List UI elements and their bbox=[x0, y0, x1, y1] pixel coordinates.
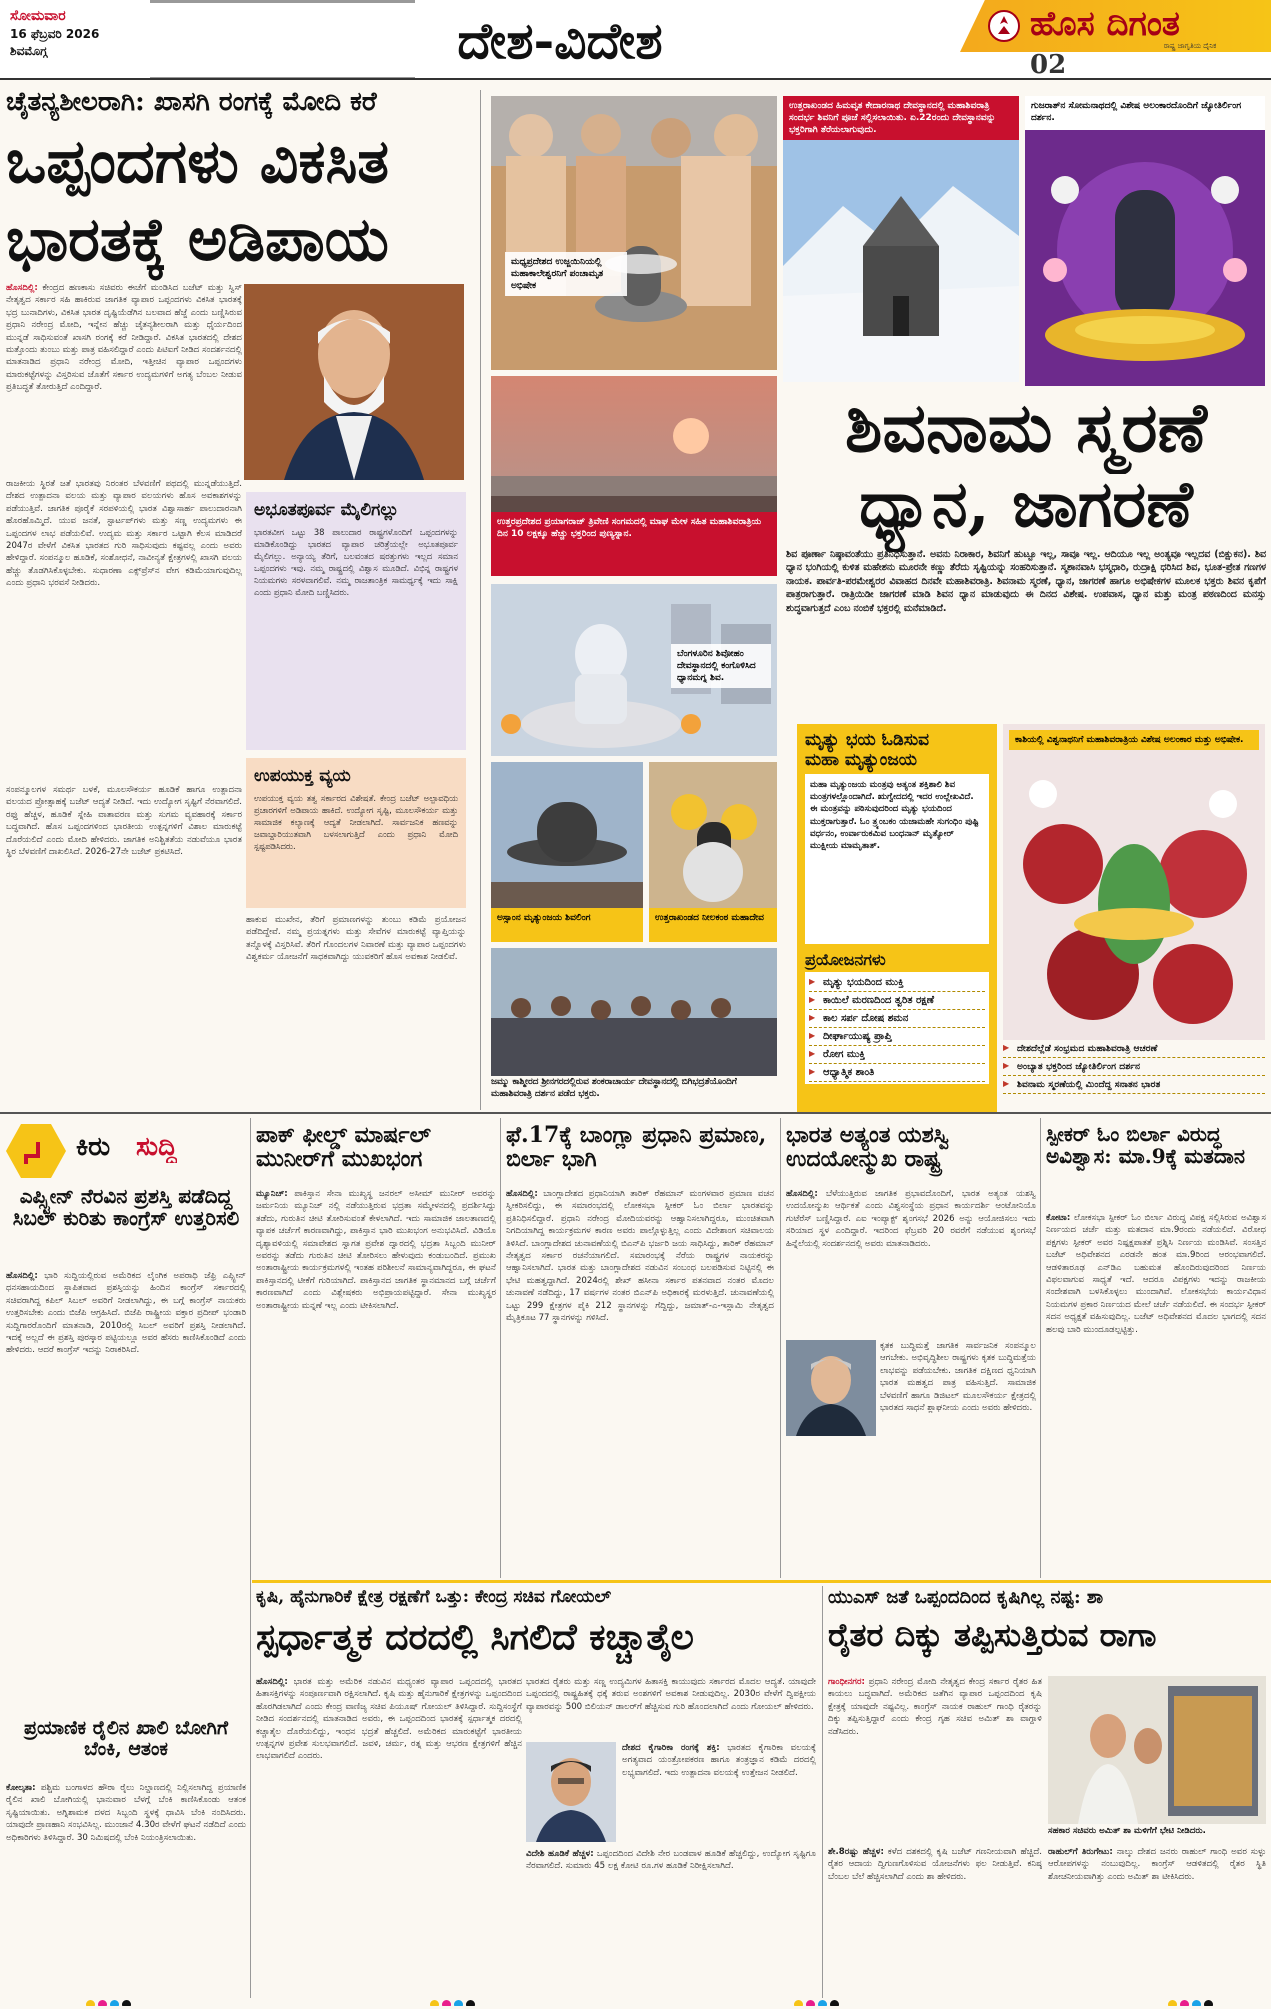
benefit-item: ▶ ಮೃತ್ಯು ಭಯದಿಂದ ಮುಕ್ತಿ bbox=[809, 974, 985, 992]
ujjain-photo-caption: ಮಧ್ಯಪ್ರದೇಶದ ಉಜ್ಜಯಿನಿಯಲ್ಲಿ ಮಹಾಕಾಲೇಶ್ವರನಿಗೆ ಪಂಚಾಮೃತ ಅಭಿಷೇಕ bbox=[505, 252, 627, 296]
milestone-box bbox=[246, 492, 466, 750]
neelkanth-caption: ಉತ್ತರಾಖಂಡದ ನೀಲಕಂಠ ಮಹಾದೇವ bbox=[649, 908, 777, 942]
kiru-hexagon-icon bbox=[6, 1124, 66, 1178]
kiru-story2-dateline: ಕೋಲ್ಕತಾ: bbox=[6, 1783, 36, 1793]
kedarnath-photo bbox=[783, 96, 1019, 382]
un-body2: ಕೃತಕ ಬುದ್ಧಿಮತ್ತೆ ಜಾಗತಿಕ ಸಾರ್ವಜನಿಕ ಸಂಪನ್ಮೂಲ ಆಗಬೇಕು. ಅಭಿವೃದ್ಧಿಶೀಲ ರಾಷ್ಟ್ರಗಳು ಕೃತಕ ಬುದ್ಧಿಮತ್ತೆಯ ಲಾಭವನ್ನು ಪಡೆಯಬೇಕು. ಜಾಗತಿಕ ದಕ್ಷಿಣದ ಧ್ವನಿಯಾಗಿ ಭಾರತ ಮಹತ್ವದ ಪಾತ್ರ ವಹಿಸುತ್ತಿದೆ. ಸಾಮಾಜಿಕ ಬೆಳವಣಿಗೆ ಹಾಗೂ ಡಿಜಿಟಲ್ ಮೂಲಸೌಕರ್ಯ ಕ್ಷೇತ್ರದಲ್ಲಿ ಭಾರತದ ಸಾಧನೆ ಶ್ಲಾಘನೀಯ ಎಂದು ಅವರು ಹೇಳಿದರು. bbox=[880, 1341, 1036, 1414]
birla-dateline: ಕೋಟಾ: bbox=[1046, 1213, 1071, 1223]
shah-sub2: ರಾಹುಲ್‌ಗೆ ತಿರುಗೇಟು: ನಾಲ್ಕು ದೇಶದ ಜನರು ರಾಹುಲ್ ಗಾಂಧಿ ಅವರ ಸುಳ್ಳು ಆರೋಪಗಳನ್ನು ನಂಬುವುದಿಲ್ಲ. ಕಾಂಗ್ರೆಸ್ ಆಡಳಿತದಲ್ಲಿ ರೈತರ ಸ್ಥಿತಿ ಶೋಚನೀಯವಾಗಿತ್ತು ಎಂದು ಅಮಿತ್ ಶಾ ಟೀಕಿಸಿದರು. bbox=[1048, 1847, 1266, 1882]
masthead-day: ಸೋಮವಾರ bbox=[10, 8, 66, 24]
column-rule bbox=[480, 90, 481, 1110]
shiva-highlights bbox=[1003, 1040, 1265, 1112]
kashi-caption: ಕಾಶಿಯಲ್ಲಿ ವಿಶ್ವನಾಥನಿಗೆ ಮಹಾಶಿವರಾತ್ರಿಯ ವಿಶೇಷ ಅಲಂಕಾರ ಮತ್ತು ಅಭಿಷೇಕ. bbox=[1009, 730, 1259, 750]
milestone-box-body: ಭಾರತವೀಗ ಒಟ್ಟು 38 ಪಾಲುದಾರ ರಾಷ್ಟ್ರಗಳೊಂದಿಗೆ ಒಪ್ಪಂದಗಳನ್ನು ಮಾಡಿಕೊಂಡಿದ್ದು ಭಾರತದ ವ್ಯಾಪಾರ ಚರಿತ್ರೆಯಲ್ಲೇ ಅಭೂತಪೂರ್ವ ಮೈಲಿಗಲ್ಲು. ಅನ್ಯಾಯ್ಯ ತೆರಿಗೆ, ಬಲವಂತದ ಷರತ್ತುಗಳು ಇಲ್ಲದ ಸಮಾನ ಒಪ್ಪಂದಗಳು ಇವು. ನಮ್ಮ ರಾಷ್ಟ್ರದಲ್ಲಿ ವಿಶ್ವಾಸ ಮೂಡಿದೆ. ವಿಭಿನ್ನ ರಾಷ್ಟ್ರಗಳ ನಿಯಮಗಳು ಸರಳವಾಗಲಿವೆ. ನಮ್ಮ ರಾಜತಾಂತ್ರಿಕ ಸಾಮರ್ಥ್ಯಕ್ಕೆ ಇದು ಸಾಕ್ಷಿ ಎಂದು ಪ್ರಧಾನಿ ಮೋದಿ ಬಣ್ಣಿಸಿದರು. bbox=[254, 527, 458, 597]
bengaluru-shiva-caption: ಬೆಂಗಳೂರಿನ ಶಿವೋಹಂ ದೇವಸ್ಥಾನದಲ್ಲಿ ಕಂಗೊಳಿಸಿದ ಧ್ಯಾನಮಗ್ನ ಶಿವ. bbox=[671, 644, 771, 688]
bangla-body: ಹೊಸದಿಲ್ಲಿ: ಬಾಂಗ್ಲಾದೇಶದ ಪ್ರಧಾನಿಯಾಗಿ ತಾರಿಕ್ ರೆಹಮಾನ್ ಮಂಗಳವಾರ ಪ್ರಮಾಣ ವಚನ ಸ್ವೀಕರಿಸಲಿದ್ದು, ಈ ಸಮಾರಂಭದಲ್ಲಿ ಲೋಕಸಭಾ ಸ್ಪೀಕರ್ ಓಂ ಬಿರ್ಲಾ ಭಾರತವನ್ನು ಪ್ರತಿನಿಧಿಸಲಿದ್ದಾರೆ. ಪ್ರಧಾನಿ ನರೇಂದ್ರ ಮೋದಿಯವರನ್ನು ಆಹ್ವಾನಿಸಲಾಗಿದ್ದರೂ, ಮುಂಚಿತವಾಗಿ ನಿಗದಿಯಾಗಿದ್ದ ಕಾರ್ಯಕ್ರಮಗಳ ಕಾರಣ ಅವರು ಪಾಲ್ಗೊಳ್ಳುತ್ತಿಲ್ಲ ಎಂದು ವಿದೇಶಾಂಗ ಸಚಿವಾಲಯ ತಿಳಿಸಿದೆ. ಬಾಂಗ್ಲಾದೇಶದ ಚುನಾವಣೆಯಲ್ಲಿ ಬಿಎನ್‌ಪಿ ಭರ್ಜರಿ ಜಯ ಸಾಧಿಸಿದ್ದು, ತಾರಿಕ್ ರೆಹಮಾನ್ ನೇತೃತ್ವದ ಸರ್ಕಾರ ರಚನೆಯಾಗಲಿದೆ. ಸಮಾರಂಭಕ್ಕೆ ನೆರೆಯ ರಾಷ್ಟ್ರಗಳ ನಾಯಕರನ್ನು ಆಹ್ವಾನಿಸಲಾಗಿದೆ. ಭಾರತ ಮತ್ತು ಬಾಂಗ್ಲಾದೇಶದ ನಡುವಿನ ಸಂಬಂಧ ಬಲಪಡಿಸುವ ನಿಟ್ಟಿನಲ್ಲಿ ಈ ಭೇಟಿ ಮಹತ್ವದ್ದಾಗಿದೆ. 2024ರಲ್ಲಿ ಶೇಖ್ ಹಸೀನಾ ಸರ್ಕಾರ ಪತನವಾದ ನಂತರ ಮೊದಲ ಚುನಾವಣೆ ನಡೆದಿದ್ದು, 17 ವರ್ಷಗಳ ನಂತರ ಬಿಎನ್‌ಪಿ ಅಧಿಕಾರಕ್ಕೆ ಮರಳುತ್ತಿದೆ. ಚುನಾವಣೆಯಲ್ಲಿ ಒಟ್ಟು 299 ಕ್ಷೇತ್ರಗಳ ಪೈಕಿ 212 ಸ್ಥಾನಗಳನ್ನು ಗೆದ್ದಿದ್ದು, ಜಮಾತ್-ಎ-ಇಸ್ಲಾಮಿ ನೇತೃತ್ವದ ಮೈತ್ರಿಕೂಟ 77 ಸ್ಥಾನಗಳನ್ನು ಗಳಿಸಿದೆ. bbox=[506, 1189, 774, 1324]
goyal-body: ಹೊಸದಿಲ್ಲಿ: ಭಾರತ ಮತ್ತು ಅಮೆರಿಕ ನಡುವಿನ ಮಧ್ಯಂತರ ವ್ಯಾಪಾರ ಒಪ್ಪಂದದಲ್ಲಿ ಭಾರತದ ಹಿತಾಸಕ್ತಿಗಳನ್ನು ಸಂಪೂರ್ಣವಾಗಿ ರಕ್ಷಿಸಲಾಗಿದೆ. ಕೃಷಿ ಮತ್ತು ಹೈನುಗಾರಿಕೆ ಕ್ಷೇತ್ರಗಳನ್ನು ಒಪ್ಪಂದದಿಂದ ಹೊರಗಿಡಲಾಗಿದೆ ಎಂದು ಕೇಂದ್ರ ವಾಣಿಜ್ಯ ಸಚಿವ ಪಿಯೂಷ್ ಗೋಯಲ್ ತಿಳಿಸಿದ್ದಾರೆ. ಸುದ್ದಿಸಂಸ್ಥೆಗೆ ನೀಡಿದ ಸಂದರ್ಶನದಲ್ಲಿ ಮಾತನಾಡಿದ ಅವರು, ಈ ಒಪ್ಪಂದದಿಂದ ಭಾರತಕ್ಕೆ ಸ್ಪರ್ಧಾತ್ಮಕ ದರದಲ್ಲಿ ಕಚ್ಚಾತೈಲ ದೊರೆಯಲಿದ್ದು, ಇಂಧನ ಭದ್ರತೆ ಹೆಚ್ಚಲಿದೆ. ಅಮೆರಿಕದ ಮಾರುಕಟ್ಟೆಗೆ ಭಾರತೀಯ ಉತ್ಪನ್ನಗಳ ಪ್ರವೇಶ ಸುಲಭವಾಗಲಿದೆ. ಜವಳಿ, ಚರ್ಮ, ರತ್ನ ಮತ್ತು ಆಭರಣ ಕ್ಷೇತ್ರಗಳಿಗೆ ಹೆಚ್ಚಿನ ಲಾಭವಾಗಲಿದೆ ಎಂದರು. bbox=[256, 1677, 522, 1762]
bangla-title: ಫೆ.17ಕ್ಕೆ ಬಾಂಗ್ಲಾ ಪ್ರಧಾನಿ ಪ್ರಮಾಣ, ಬಿರ್ಲಾ ಭಾಗಿ bbox=[506, 1124, 767, 1172]
masthead-date-block bbox=[10, 8, 150, 68]
print-registration-marks bbox=[1168, 1994, 1228, 2006]
pak-dateline: ಮ್ಯೂನಿಚ್: bbox=[256, 1189, 288, 1199]
lead-body-col1 bbox=[6, 282, 242, 472]
goyal-dateline: ಹೊಸದಿಲ್ಲಿ: bbox=[256, 1677, 288, 1687]
lead-body-bottom: ಸಂಪನ್ಮೂಲಗಳ ಸಮರ್ಥ ಬಳಕೆ, ಮೂಲಸೌಕರ್ಯ ಹೂಡಿಕೆ ಹಾಗೂ ಉತ್ಪಾದನಾ ವಲಯದ ಪ್ರೋತ್ಸಾಹಕ್ಕೆ ಬಜೆಟ್ ಆದ್ಯತೆ ನೀಡಿದೆ. ಇದು ಉದ್ಯೋಗ ಸೃಷ್ಟಿಗೆ ನೆರವಾಗಲಿದೆ. ರಫ್ತು ಹೆಚ್ಚಳ, ಹೂಡಿಕೆ ಸ್ನೇಹಿ ವಾತಾವರಣ ಮತ್ತು ಸುಗಮ ವ್ಯವಹಾರಕ್ಕೆ ಸರ್ಕಾರ ಬದ್ಧವಾಗಿದೆ. ಹೊಸ ಒಪ್ಪಂದಗಳಿಂದ ಭಾರತೀಯ ಉತ್ಪನ್ನಗಳಿಗೆ ವಿಶಾಲ ಮಾರುಕಟ್ಟೆ ದೊರೆಯಲಿದೆ ಎಂದು ಮೋದಿ ಹೇಳಿದರು. ಜಾಗತಿಕ ಅನಿಶ್ಚಿತತೆಯ ನಡುವೆಯೂ ಭಾರತ ಸ್ಥಿರ ಬೆಳವಣಿಗೆ ದಾಖಲಿಸಿದೆ. 2026-27ನೇ ಬಜೆಟ್ ಪ್ರಕಟಿಸಿದೆ. bbox=[6, 785, 242, 858]
kiru-story1-dateline: ಹೊಸದಿಲ್ಲಿ: bbox=[6, 1271, 38, 1281]
guterres-photo bbox=[786, 1340, 876, 1436]
useful-spend-body: ಉಪಯುಕ್ತ ವ್ಯಯ ತತ್ವ ಸರ್ಕಾರದ ವಿಶೇಷತೆ. ಕೇಂದ್ರ ಬಜೆಟ್ ಅಲ್ಪಾವಧಿಯ ಪ್ರಚಾರಗಳಿಗೆ ಅಡಿಪಾಯ ಹಾಕಿದೆ. ಉದ್ಯೋಗ ಸೃಷ್ಟಿ, ಮೂಲಸೌಕರ್ಯ ಮತ್ತು ಸಾಮಾಜಿಕ ಕಲ್ಯಾಣಕ್ಕೆ ಆದ್ಯತೆ ನೀಡಲಾಗಿದೆ. ಸಾರ್ವಜನಿಕ ಹಣವನ್ನು ಜವಾಬ್ದಾರಿಯುತವಾಗಿ ಬಳಸಲಾಗುತ್ತಿದೆ ಎಂದು ಪ್ರಧಾನಿ ಮೋದಿ ಸ್ಪಷ್ಟಪಡಿಸಿದರು. bbox=[254, 793, 458, 851]
suddi-label: ಸುದ್ದಿ bbox=[136, 1132, 178, 1162]
un-dateline: ಹೊಸದಿಲ್ಲಿ: bbox=[786, 1189, 818, 1199]
assam-shivalinga-photo bbox=[491, 762, 643, 942]
print-registration-marks bbox=[86, 1994, 146, 2006]
highlight-item: ▶ ಅಂಬ್ಯಾತ ಭಕ್ತರಿಂದ ಜ್ಯೋತಿರ್ಲಿಂಗ ದರ್ಶನ bbox=[1003, 1058, 1265, 1076]
mantra-title-line1: ಮೃತ್ಯು ಭಯ ಓಡಿಸುವ bbox=[805, 730, 930, 750]
kiru-story1-body: ಹೊಸದಿಲ್ಲಿ: ಭಾರಿ ಸುದ್ದಿಯಲ್ಲಿರುವ ಅಮೆರಿಕದ ಲೈಂಗಿಕ ಅಪರಾಧಿ ಜೆಫ್ರಿ ಎಪ್ಸ್ಟೀನ್ ಧನಸಹಾಯದಿಂದ ಸ್ಥಾಪಿತವಾದ ಪ್ರಶಸ್ತಿಯನ್ನು ಹಿಂದಿನ ಕಾಂಗ್ರೆಸ್ ಸರ್ಕಾರದಲ್ಲಿ ಸಚಿವರಾಗಿದ್ದ ಕಪಿಲ್ ಸಿಬಲ್ ಅವರಿಗೆ ನೀಡಲಾಗಿದ್ದು, ಈ ಬಗ್ಗೆ ಕಾಂಗ್ರೆಸ್ ನಾಯಕರು ಉತ್ತರಿಸಬೇಕು ಎಂದು ಬಿಜೆಪಿ ಆಗ್ರಹಿಸಿದೆ. ಬಿಜೆಪಿ ರಾಷ್ಟ್ರೀಯ ವಕ್ತಾರ ಪ್ರದೀಪ್ ಭಂಡಾರಿ ಸುದ್ದಿಗಾರರೊಂದಿಗೆ ಮಾತನಾಡಿ, 2010ರಲ್ಲಿ ಸಿಬಲ್ ಅವರಿಗೆ ಪ್ರಶಸ್ತಿ ನೀಡಲಾಗಿದೆ. ಇದಕ್ಕೆ ಅಲ್ಲದೆ ಈ ಪ್ರಶಸ್ತಿ ಪುರಸ್ಕಾರ ಪಟ್ಟಿಯಲ್ಲೂ ಅವರ ಹೆಸರು ಕಾಣಿಸಿಕೊಂಡಿದೆ ಎಂದು ಹೇಳಿದರು. ಆದರೆ ಕಾಂಗ್ರೆಸ್ ಇದನ್ನು ನಿರಾಕರಿಸಿದೆ. bbox=[6, 1271, 246, 1356]
highlight-item: ▶ ದೇಶದೆಲ್ಲೆಡೆ ಸಂಭ್ರಮದ ಮಹಾಶಿವರಾತ್ರಿ ಆಚರಣೆ bbox=[1003, 1040, 1265, 1058]
pak-title: ಪಾಕ್ ಫೀಲ್ಡ್ ಮಾರ್ಷಲ್ ಮುನೀರ್‌ಗೆ ಮುಖಭಂಗ bbox=[256, 1124, 431, 1172]
section-rule bbox=[0, 1112, 1271, 1114]
somnath-photo-caption: ಗುಜರಾತ್‌ನ ಸೋಮನಾಥದಲ್ಲಿ ವಿಶೇಷ ಅಲಂಕಾರದೊಂದಿಗೆ ಜ್ಯೋತಿರ್ಲಿಂಗ ದರ್ಶನ. bbox=[1025, 96, 1265, 128]
brand-badge bbox=[960, 0, 1271, 80]
masthead-city: ಶಿವಮೊಗ್ಗ bbox=[10, 44, 48, 58]
masthead bbox=[0, 0, 1271, 80]
highlight-item: ▶ ಶಿವನಾಮ ಸ್ಮರಣೆಯಲ್ಲಿ ಮಿಂದೆದ್ದ ಸನಾತನ ಭಾರತ bbox=[1003, 1076, 1265, 1094]
goyal-photo bbox=[526, 1742, 616, 1842]
kiru-story2-body: ಕೋಲ್ಕತಾ: ಪಶ್ಚಿಮ ಬಂಗಾಳದ ಹೌರಾ ರೈಲು ನಿಲ್ದಾಣದಲ್ಲಿ ನಿಲ್ಲಿಸಲಾಗಿದ್ದ ಪ್ರಯಾಣಿಕ ರೈಲಿನ ಖಾಲಿ ಬೋಗಿಯಲ್ಲಿ ಭಾನುವಾರ ಬೆಳಗ್ಗೆ ಬೆಂಕಿ ಕಾಣಿಸಿಕೊಂಡು ಆತಂಕ ಸೃಷ್ಟಿಯಾಯಿತು. ಅಗ್ನಿಶಾಮಕ ದಳದ ಸಿಬ್ಬಂದಿ ಸ್ಥಳಕ್ಕೆ ಧಾವಿಸಿ ಬೆಂಕಿ ನಂದಿಸಿದರು. ಯಾವುದೇ ಪ್ರಾಣಹಾನಿ ಸಂಭವಿಸಿಲ್ಲ. ಮುಂಜಾನೆ 4.30ರ ವೇಳೆಗೆ ಘಟನೆ ನಡೆದಿದೆ ಎಂದು ಅಧಿಕಾರಿಗಳು ತಿಳಿಸಿದ್ದಾರೆ. 30 ನಿಮಿಷದಲ್ಲಿ ಬೆಂಕಿ ನಿಯಂತ್ರಿಸಲಾಯಿತು. bbox=[6, 1783, 246, 1843]
print-registration-marks bbox=[430, 1994, 490, 2006]
lead-body-text-1: ಕೇಂದ್ರದ ಹಣಕಾಸು ಸಚಿವರು ಈಚೆಗೆ ಮಂಡಿಸಿದ ಬಜೆಟ್ ಮತ್ತು ಸ್ವಿಸ್ ನೇತೃತ್ವದ ಸರ್ಕಾರ ಸಹಿ ಹಾಕಿರುವ ಜಾಗತಿಕ ವ್ಯಾಪಾರ ಒಪ್ಪಂದಗಳು ವಿಕಸಿತ ಭಾರತಕ್ಕೆ ಭದ್ರ ಬುನಾದಿಗಳು, ವಿಕಸಿತ ಭಾರತ ದೃಷ್ಟಿಯೆಡೆಗಿನ ಬಲವಾದ ಹೆಜ್ಜೆ ಎಂದು ಬಣ್ಣಿಸಿರುವ ಪ್ರಧಾನಿ ನರೇಂದ್ರ ಮೋದಿ, ಇನ್ನೇನ ಹೆಚ್ಚು ಚೈತನ್ಯಶೀಲರಾಗಿ ಮತ್ತು ಧೈರ್ಯದಿಂದ ಮುನ್ನಡೆ ಸಾಧಿಸುವಂತೆ ಖಾಸಗಿ ರಂಗಕ್ಕೆ ಕರೆ ನೀಡಿದ್ದಾರೆ. ವಿಕಸಿತ ಭಾರತದಲ್ಲಿ ದೇಶದ ಮತ್ತೊಂದು ತುಂಬು ಮತ್ತು ಪಾತ್ರ ವಹಿಸಲಿದ್ದಾರೆ ಎಂದು ಪಿಟಿಐಗೆ ನೀಡಿದ ಸಂದರ್ಶನದಲ್ಲಿ ಮಾತನಾಡಿದ ಪ್ರಧಾನಿ ನರೇಂದ್ರ ಮೋದಿ, ಇತ್ತೀಚಿನ ವ್ಯಾಪಾರ ಒಪ್ಪಂದಗಳು ಮಾರುಕಟ್ಟೆಗಳನ್ನು ವಿಸ್ತರಿಸುವ ಜೊತೆಗೆ ಸರ್ಕಾರ ಉದ್ಯಮಗಳಿಗೆ ಅಗತ್ಯ ಬೆಂಬಲ ನೀಡುವ ಪ್ರತಿಬದ್ಧತೆ ತೋರುತ್ತಿದೆ ಎಂದಿದ್ದಾರೆ. bbox=[6, 283, 242, 393]
pak-body: ಮ್ಯೂನಿಚ್: ಪಾಕಿಸ್ತಾನ ಸೇನಾ ಮುಖ್ಯಸ್ಥ ಜನರಲ್ ಅಸೀಮ್ ಮುನೀರ್ ಅವರನ್ನು ಜರ್ಮನಿಯ ಮ್ಯೂನಿಚ್ ನಲ್ಲಿ ನಡೆಯುತ್ತಿರುವ ಭದ್ರತಾ ಸಮ್ಮೇಳನದಲ್ಲಿ ಪ್ರದರ್ಶಿಸಿದ್ದು ತಡೆದು, ಗುರುತಿನ ಚೀಟಿ ತೋರಿಸುವಂತೆ ಕೇಳಲಾಗಿದೆ. ಇದು ಸಾಮಾಜಿಕ ಜಾಲತಾಣದಲ್ಲಿ ವ್ಯಾಪಕ ಚರ್ಚೆಗೆ ಕಾರಣವಾಗಿದ್ದು, ಪಾಕಿಸ್ತಾನ ಭಾರಿ ಮುಖಭಂಗ ಅನುಭವಿಸಿದೆ. ವಿಡಿಯೊ ದೃಶ್ಯಾವಳಿಯಲ್ಲಿ ಸಮಾವೇಶದ ಸ್ವಾಗತ ಪ್ರವೇಶ ದ್ವಾರದಲ್ಲಿ ಭದ್ರತಾ ಸಿಬ್ಬಂದಿ ಮುನೀರ್ ಅವರನ್ನು ತಡೆದು ಗುರುತಿನ ಚೀಟಿ ತೋರಿಸಲು ಹೇಳುವುದು ಕಂಡುಬಂದಿದೆ. ಪ್ರಮುಖ ಅಂತಾರಾಷ್ಟ್ರೀಯ ಕಾರ್ಯಕ್ರಮಗಳಲ್ಲಿ ಇಂತಹ ಪರಿಶೀಲನೆ ಸಾಮಾನ್ಯವಾಗಿದ್ದರೂ, ಈ ಘಟನೆ ಪಾಕಿಸ್ತಾನದಲ್ಲಿ ಟೀಕೆಗೆ ಗುರಿಯಾಗಿದೆ. ಪಾಕಿಸ್ತಾನದ ಜಾಗತಿಕ ಸ್ಥಾನಮಾನದ ಬಗ್ಗೆ ಚರ್ಚೆಗೆ ಕಾರಣವಾಗಿದೆ ಎಂದು ವಿಶ್ಲೇಷಕರು ಅಭಿಪ್ರಾಯಪಟ್ಟಿದ್ದಾರೆ. ಸೇನಾ ಮುಖ್ಯಸ್ಥರ ಅಂತಾರಾಷ್ಟ್ರೀಯ ಮನ್ನಣೆ ಇಲ್ಲ ಎಂದು ಟೀಕಿಸಲಾಗಿದೆ. bbox=[256, 1189, 496, 1311]
useful-spend-box bbox=[246, 758, 466, 908]
shah-body: ಗಾಂಧೀನಗರ: ಪ್ರಧಾನಿ ನರೇಂದ್ರ ಮೋದಿ ನೇತೃತ್ವದ ಕೇಂದ್ರ ಸರ್ಕಾರ ರೈತರ ಹಿತ ಕಾಯಲು ಬದ್ಧವಾಗಿದೆ. ಅಮೆರಿಕದ ಜತೆಗಿನ ವ್ಯಾಪಾರ ಒಪ್ಪಂದದಿಂದ ಕೃಷಿ ಕ್ಷೇತ್ರಕ್ಕೆ ಯಾವುದೇ ನಷ್ಟವಿಲ್ಲ. ಕಾಂಗ್ರೆಸ್ ನಾಯಕ ರಾಹುಲ್ ಗಾಂಧಿ ರೈತರನ್ನು ದಿಕ್ಕು ತಪ್ಪಿಸುತ್ತಿದ್ದಾರೆ ಎಂದು ಕೇಂದ್ರ ಗೃಹ ಸಚಿವ ಅಮಿತ್ ಶಾ ವಾಗ್ದಾಳಿ ನಡೆಸಿದರು. bbox=[828, 1677, 1042, 1737]
benefits-list bbox=[805, 972, 989, 1084]
brand-logo-icon bbox=[988, 10, 1020, 42]
benefit-item: ▶ ಕಾಲ ಸರ್ಪ ದೋಷ ಶಮನ bbox=[809, 1010, 985, 1028]
shah-title: ರೈತರ ದಿಕ್ಕು ತಪ್ಪಿಸುತ್ತಿರುವ ರಾಗಾ bbox=[828, 1618, 1157, 1654]
kiru-story1-title: ಎಪ್ಸ್ಟೀನ್ ನೆರವಿನ ಪ್ರಶಸ್ತಿ ಪಡೆದಿದ್ದ ಸಿಬಲ್ ಕುರಿತು ಕಾಂಗ್ರೆಸ್ ಉತ್ತರಿಸಲಿ bbox=[12, 1186, 240, 1230]
shiva-body: ಶಿವ ಪೂರ್ಣಾ ನಿಷ್ಠಾವಂತೆಯು ಪ್ರತಿನಿಧಿಸುತ್ತಾನೆ. ಅವನು ನಿರಾಕಾರ, ಶಿವನಿಗೆ ಹುಟ್ಟೂ ಇಲ್ಲ, ಸಾವೂ ಇಲ್ಲ. ಆದಿಯೂ ಇಲ್ಲ ಅಂತ್ಯವೂ ಇಲ್ಲದವ (ಬಿಕ್ಷುಕನ). ಶಿವ ಧ್ಯಾನ ಭಂಗಿಯಲ್ಲಿ ಕುಳಿತ ಮಹೇಶನು ಮೂರನೇ ಕಣ್ಣು ತೆರೆದು ಸೃಷ್ಟಿಯನ್ನು ಸಂಹರಿಸುತ್ತಾನೆ. ಸ್ಮಶಾನವಾಸಿ ಭಸ್ಮಧಾರಿ, ರುದ್ರಾಕ್ಷಿ ಧರಿಸಿದ ಶಿವ, ಭೂತ-ಪ್ರೇತ ಗಣಗಳ ನಾಯಕ. ಪಾರ್ವತಿ-ಪರಮೇಶ್ವರರ ವಿವಾಹದ ದಿನವೇ ಮಹಾಶಿವರಾತ್ರಿ. ಶಿವನಾಮ ಸ್ಮರಣೆ, ಧ್ಯಾನ, ಜಾಗರಣೆ ಹಾಗೂ ಅಭಿಷೇಕಗಳ ಮೂಲಕ ಭಕ್ತರು ಶಿವನ ಕೃಪೆಗೆ ಪಾತ್ರರಾಗುತ್ತಾರೆ. ರಾತ್ರಿಯಿಡೀ ಜಾಗರಣೆ ಮಾಡಿ ಶಿವನ ಧ್ಯಾನ ಮಾಡುವುದು ಈ ದಿನದ ವಿಶೇಷ. ಉಪವಾಸ, ಧ್ಯಾನ ಮತ್ತು ಮಂತ್ರ ಪಠಣದಿಂದ ಮನಸ್ಸು ಶುದ್ಧವಾಗುತ್ತದೆ ಎಂಬ ನಂಬಿಕೆ ಭಕ್ತರಲ್ಲಿ ಮನೆಮಾಡಿದೆ. bbox=[786, 549, 1266, 614]
goyal-sub1: ದೇಶದ ಕೈಗಾರಿಕಾ ರಂಗಕ್ಕೆ ಶಕ್ತಿ: ಭಾರತದ ಕೈಗಾರಿಕಾ ವಲಯಕ್ಕೆ ಅಗತ್ಯವಾದ ಯಂತ್ರೋಪಕರಣ ಹಾಗೂ ತಂತ್ರಜ್ಞಾನ ಕಡಿಮೆ ದರದಲ್ಲಿ ಲಭ್ಯವಾಗಲಿದೆ. ಇದು ಉತ್ಪಾದನಾ ವಲಯಕ್ಕೆ ಉತ್ತೇಜನ ನೀಡಲಿದೆ. bbox=[622, 1743, 816, 1778]
modi-photo bbox=[244, 284, 464, 480]
somnath-photo bbox=[1025, 96, 1265, 386]
mantra-box bbox=[797, 724, 997, 1114]
shiva-headline-line2: ಧ್ಯಾನ, ಜಾಗರಣೆ bbox=[859, 470, 1193, 542]
shah-kicker: ಯುಎಸ್ ಜತೆ ಒಪ್ಪಂದದಿಂದ ಕೃಷಿಗಿಲ್ಲ ನಷ್ಟ: ಶಾ bbox=[828, 1588, 1104, 1608]
lead-kicker: ಚೈತನ್ಯಶೀಲರಾಗಿ: ಖಾಸಗಿ ರಂಗಕ್ಕೆ ಮೋದಿ ಕರೆ bbox=[6, 88, 377, 117]
shah-dateline: ಗಾಂಧೀನಗರ: bbox=[828, 1677, 865, 1687]
mantra-title-line2: ಮಹಾ ಮೃತ್ಯುಂಜಯ bbox=[805, 750, 917, 770]
milestone-box-title: ಅಭೂತಪೂರ್ವ ಮೈಲಿಗಲ್ಲು bbox=[254, 500, 399, 520]
assam-shivalinga-caption: ಅಸ್ಸಾಂನ ಮೃತ್ಯುಂಜಯ ಶಿವಲಿಂಗ bbox=[491, 908, 643, 942]
srinagar-photo bbox=[491, 948, 777, 1076]
lead-body-col2: ರಾಜಕೀಯ ಸ್ಥಿರತೆ ಜತೆ ಭಾರತವು ನಿರಂತರ ಬೆಳವಣಿಗೆ ಪಥದಲ್ಲಿ ಮುನ್ನಡೆಯುತ್ತಿದೆ. ದೇಶದ ಉತ್ಪಾದನಾ ವಲಯ ಮತ್ತು ವ್ಯಾಪಾರ ವಲಯಗಳು ಹೊಸ ಅವಕಾಶಗಳನ್ನು ಪಡೆಯುತ್ತಿವೆ. ಜಾಗತಿಕ ಪೂರೈಕೆ ಸರಪಳಿಯಲ್ಲಿ ಭಾರತ ವಿಶ್ವಾಸಾರ್ಹ ಪಾಲುದಾರನಾಗಿ ಹೊರಹೊಮ್ಮಿದೆ. ಯುವ ಜನತೆ, ಸ್ಟಾರ್ಟಪ್‌ಗಳು ಮತ್ತು ಸಣ್ಣ ಉದ್ಯಮಗಳು ಈ ಒಪ್ಪಂದಗಳ ಲಾಭ ಪಡೆಯಲಿವೆ. ಉದ್ಯಮ ಮತ್ತು ಸರ್ಕಾರ ಒಟ್ಟಾಗಿ ಕೆಲಸ ಮಾಡಿದರೆ 2047ರ ವೇಳೆಗೆ ವಿಕಸಿತ ಭಾರತದ ಗುರಿ ಸಾಧಿಸುವುದು ಕಷ್ಟವಲ್ಲ ಎಂದು ಅವರು ಹೇಳಿದ್ದಾರೆ. ಸಂಪನ್ಮೂಲ ಹೂಡಿಕೆ, ಸಂಶೋಧನೆ, ನಾವೀನ್ಯತೆ ಕ್ಷೇತ್ರಗಳಲ್ಲಿ ಖಾಸಗಿ ವಲಯ ಹೆಚ್ಚು ತೊಡಗಿಸಿಕೊಳ್ಳಬೇಕು. ಸುಧಾರಣಾ ಎಕ್ಸ್‌ಪ್ರೆಸ್‌ನ ವೇಗ ಕಡಿಮೆಯಾಗುವುದಿಲ್ಲ ಎಂದು ಪ್ರಧಾನಿ ಭರವಸೆ ನೀಡಿದರು. bbox=[6, 479, 242, 589]
shah-sub1: ಶೇ.8ರಷ್ಟು ಹೆಚ್ಚಳ: ಕಳೆದ ದಶಕದಲ್ಲಿ ಕೃಷಿ ಬಜೆಟ್ ಗಣನೀಯವಾಗಿ ಹೆಚ್ಚಿದೆ. ರೈತರ ಆದಾಯ ದ್ವಿಗುಣಗೊಳಿಸುವ ಯೋಜನೆಗಳು ಫಲ ನೀಡುತ್ತಿವೆ. ಕನಿಷ್ಠ ಬೆಂಬಲ ಬೆಲೆ ಹೆಚ್ಚಿಸಲಾಗಿದೆ ಎಂದು ಶಾ ಹೇಳಿದರು. bbox=[828, 1847, 1042, 1882]
lead-dateline: ಹೊಸದಿಲ್ಲಿ: bbox=[6, 283, 38, 293]
ujjain-photo bbox=[491, 96, 777, 370]
brand-name: ಹೊಸ ದಿಗಂತ bbox=[1030, 4, 1180, 44]
srinagar-caption: ಜಮ್ಮು ಕಾಶ್ಮೀರದ ಶ್ರೀನಗರದಲ್ಲಿರುವ ಶಂಕರಾಚಾರ್ಯ ದೇವಸ್ಥಾನದಲ್ಲಿ ಬಿಗಿಭದ್ರತೆಯೊಂದಿಗೆ ಮಹಾಶಿವರಾತ್ರಿ ದರ್ಶನ ಪಡೆದ ಭಕ್ತರು. bbox=[491, 1077, 737, 1099]
amit-shah-photo bbox=[1048, 1676, 1266, 1824]
un-body: ಹೊಸದಿಲ್ಲಿ: ಬೆಳೆಯುತ್ತಿರುವ ಜಾಗತಿಕ ಪ್ರಭಾವದೊಂದಿಗೆ, ಭಾರತ ಅತ್ಯಂತ ಯಶಸ್ವಿ ಉದಯೋನ್ಮುಖ ಆರ್ಥಿಕತೆ ಎಂದು ವಿಶ್ವಸಂಸ್ಥೆಯ ಪ್ರಧಾನ ಕಾರ್ಯದರ್ಶಿ ಆಂಟೋನಿಯೊ ಗುಟೆರೆಸ್ ಬಣ್ಣಿಸಿದ್ದಾರೆ. ಎಐ ಇಂಪ್ಯಾಕ್ಟ್ ಶೃಂಗಸಭೆ 2026 ಅನ್ನು ಆಯೋಜಿಸಲು ಇದು ಸರಿಯಾದ ಸ್ಥಳ ಎಂದಿದ್ದಾರೆ. ಇದರಿಂದ ಫೆಬ್ರವರಿ 20 ರವರೆಗೆ ನಡೆಯುವ ಶೃಂಗಸಭೆ ಹಿನ್ನೆಲೆಯಲ್ಲಿ ಸಂದರ್ಶನದಲ್ಲಿ ಅವರು ಮಾತನಾಡಿದರು. bbox=[786, 1189, 1036, 1249]
benefit-item: ▶ ದೀರ್ಘಾಯುಷ್ಯ ಪ್ರಾಪ್ತಿ bbox=[809, 1028, 985, 1046]
masthead-date: 16 ಫೆಬ್ರವರಿ 2026 bbox=[10, 27, 100, 41]
birla-title: ಸ್ಪೀಕರ್ ಓಂ ಬಿರ್ಲಾ ವಿರುದ್ಧ ಅವಿಶ್ವಾಸ: ಮಾ.9ಕ್ಕೆ ಮತದಾನ bbox=[1046, 1124, 1245, 1168]
lead-body-continued: ಹಾಕುವ ಮುಖೇನ, ತೆರಿಗೆ ಪ್ರಮಾಣಗಳನ್ನು ತುಂಬು ಕಡಿಮೆ ಪ್ರಯೋಜನ ಪಡೆದಿದ್ದೇವೆ. ನಮ್ಮ ಪ್ರಯತ್ನಗಳು ಮತ್ತು ಸೇವೆಗಳ ಮಾರುಕಟ್ಟೆ ವ್ಯಾಪ್ತಿಯನ್ನು ತನ್ನೊಳಕ್ಕೆ ವಿಸ್ತರಿಸಿವೆ. ತೆರಿಗೆ ಗೊಂದಲಗಳ ನಿವಾರಣೆ ಮತ್ತು ವ್ಯಾಪಾರ ಒಪ್ಪಂದಗಳು ವಿಶ್ವಕರ್ಮ ಯೋಜನೆಗೆ ಸಾಧಕವಾಗಿದ್ದು ಯುವಕರಿಗೆ ಹೊಸ ಅವಕಾಶ ನೀಡಲಿವೆ. bbox=[246, 915, 466, 963]
goyal-title: ಸ್ಪರ್ಧಾತ್ಮಕ ದರದಲ್ಲಿ ಸಿಗಲಿದೆ ಕಚ್ಚಾತೈಲ bbox=[256, 1618, 694, 1658]
lead-headline-line2: ಭಾರತಕ್ಕೆ ಅಡಿಪಾಯ bbox=[6, 208, 389, 275]
kiru-label: ಕಿರು bbox=[76, 1132, 111, 1162]
kiru-story2-title: ಪ್ರಯಾಣಿಕ ರೈಲಿನ ಖಾಲಿ ಬೋಗಿಗೆ ಬೆಂಕಿ, ಆತಂಕ bbox=[24, 1718, 228, 1760]
birla-body: ಕೋಟಾ: ಲೋಕಸಭಾ ಸ್ಪೀಕರ್ ಓಂ ಬಿರ್ಲಾ ವಿರುದ್ಧ ವಿಪಕ್ಷ ಸಲ್ಲಿಸಿರುವ ಅವಿಶ್ವಾಸ ನಿರ್ಣಯದ ಚರ್ಚೆ ಮತ್ತು ಮತದಾನ ಮಾ.9ರಂದು ನಡೆಯಲಿದೆ. ವಿರೋಧ ಪಕ್ಷಗಳು ಸ್ಪೀಕರ್ ಅವರ ನಿಷ್ಪಕ್ಷಪಾತತೆ ಪ್ರಶ್ನಿಸಿ ನಿರ್ಣಯ ಮಂಡಿಸಿವೆ. ಸಂಸತ್ತಿನ ಬಜೆಟ್ ಅಧಿವೇಶನದ ಎರಡನೇ ಹಂತ ಮಾ.9ರಿಂದ ಆರಂಭವಾಗಲಿದೆ. ಆಡಳಿತಾರೂಢ ಎನ್‌ಡಿಎ ಬಹುಮತ ಹೊಂದಿರುವುದರಿಂದ ನಿರ್ಣಯ ವಿಫಲವಾಗುವ ಸಾಧ್ಯತೆ ಇದೆ. ಆದರೂ ವಿಪಕ್ಷಗಳು ಇದನ್ನು ರಾಜಕೀಯ ಸಂದೇಶವಾಗಿ ಬಳಸಿಕೊಳ್ಳಲು ಮುಂದಾಗಿವೆ. ಲೋಕಸಭೆಯ ಕಾರ್ಯವಿಧಾನ ನಿಯಮಗಳ ಪ್ರಕಾರ ನಿರ್ಣಯದ ಮೇಲೆ ಚರ್ಚೆ ನಡೆಯಲಿದೆ. ಈ ಸಂದರ್ಭ ಸ್ಪೀಕರ್ ಸದನ ಅಧ್ಯಕ್ಷತೆ ವಹಿಸುವುದಿಲ್ಲ. ಬಜೆಟ್ ಅಧಿವೇಶನದ ಮೊದಲ ಭಾಗದಲ್ಲಿ ಸದನ ಹಲವು ಬಾರಿ ಮುಂದೂಡಲ್ಪಟ್ಟಿತ್ತು. bbox=[1046, 1213, 1266, 1335]
kedarnath-photo-caption: ಉತ್ತರಾಖಂಡದ ಹಿಮವೃತ ಕೇದಾರನಾಥ ದೇವಸ್ಥಾನದಲ್ಲಿ ಮಹಾಶಿವರಾತ್ರಿ ಸಂದರ್ಭ ಶಿವನಿಗೆ ಪೂಜೆ ಸಲ್ಲಿಸಲಾಯಿತು. ಏ.22ರಂದು ದೇವಸ್ಥಾನವನ್ನು ಭಕ್ತರಿಗಾಗಿ ತೆರೆಯಲಾಗುವುದು. bbox=[783, 96, 1019, 140]
benefit-item: ▶ ಕಾಯಿಲೆ ಮರಣದಿಂದ ತ್ವರಿತ ರಕ್ಷಣೆ bbox=[809, 992, 985, 1010]
bengaluru-shiva-photo bbox=[491, 584, 777, 756]
neelkanth-photo bbox=[649, 762, 777, 942]
kiru-suddi-badge bbox=[6, 1124, 246, 1178]
brand-tagline: ರಾಷ್ಟ್ರ ಜಾಗೃತಿಯ ದೈನಿಕ bbox=[1163, 42, 1217, 50]
un-title: ಭಾರತ ಅತ್ಯಂತ ಯಶಸ್ವಿ ಉದಯೋನ್ಮುಖ ರಾಷ್ಟ್ರ bbox=[786, 1124, 950, 1172]
bangla-dateline: ಹೊಸದಿಲ್ಲಿ: bbox=[506, 1189, 538, 1199]
masthead-divider bbox=[150, 0, 415, 80]
benefit-item: ▶ ರೋಗ ಮುಕ್ತಿ bbox=[809, 1046, 985, 1064]
mantra-body: ಮಹಾ ಮೃತ್ಯುಂಜಯ ಮಂತ್ರವು ಅತ್ಯಂತ ಶಕ್ತಿಶಾಲಿ ಶಿವ ಮಂತ್ರಗಳಲ್ಲೊಂದಾಗಿದೆ. ಋಗ್ವೇದದಲ್ಲಿ ಇದರ ಉಲ್ಲೇಖವಿದೆ. ಈ ಮಂತ್ರವನ್ನು ಪಠಿಸುವುದರಿಂದ ಮೃತ್ಯು ಭಯದಿಂದ ಮುಕ್ತರಾಗುತ್ತಾರೆ. ಓಂ ತ್ರ್ಯಂಬಕಂ ಯಜಾಮಹೇ ಸುಗಂಧಿಂ ಪುಷ್ಟಿ ವರ್ಧನಂ, ಉರ್ವಾರುಕಮಿವ ಬಂಧನಾನ್ ಮೃತ್ಯೋರ್ ಮುಕ್ಷೀಯ ಮಾಮೃತಾತ್. bbox=[805, 774, 989, 944]
section-title: ದೇಶ-ವಿದೇಶ bbox=[457, 11, 663, 70]
page-number: 02 bbox=[1030, 50, 1067, 80]
prayagraj-photo bbox=[491, 376, 777, 576]
benefits-title: ಪ್ರಯೋಜನಗಳು bbox=[805, 950, 886, 969]
benefit-item: ▶ ಆಧ್ಯಾತ್ಮಿಕ ಶಾಂತಿ bbox=[809, 1064, 985, 1082]
goyal-sub2: ವಿದೇಶಿ ಹೂಡಿಕೆ ಹೆಚ್ಚಳ: ಒಪ್ಪಂದದಿಂದ ವಿದೇಶಿ ನೇರ ಬಂಡವಾಳ ಹೂಡಿಕೆ ಹೆಚ್ಚಲಿದ್ದು, ಉದ್ಯೋಗ ಸೃಷ್ಟಿಗೂ ನೆರವಾಗಲಿದೆ. ಸುಮಾರು 45 ಲಕ್ಷ ಕೋಟಿ ರೂ.ಗಳ ಹೂಡಿಕೆ ನಿರೀಕ್ಷಿಸಲಾಗಿದೆ. bbox=[526, 1849, 816, 1872]
amit-shah-photo-caption: ಸಹಕಾರ ಸಚಿವರು ಅಮಿತ್ ಶಾ ಮಳಿಗೆಗೆ ಭೇಟಿ ನೀಡಿದರು. bbox=[1048, 1826, 1206, 1836]
goyal-body2: ಭಾರತದ ರೈತರು ಮತ್ತು ಸಣ್ಣ ಉದ್ಯಮಿಗಳ ಹಿತಾಸಕ್ತಿ ಕಾಯುವುದು ಸರ್ಕಾರದ ಮೊದಲ ಆದ್ಯತೆ. ಯಾವುದೇ ಒಪ್ಪಂದದಲ್ಲಿ ರಾಷ್ಟ್ರಹಿತಕ್ಕೆ ಧಕ್ಕೆ ತರುವ ಅಂಶಗಳಿಗೆ ಅವಕಾಶ ನೀಡುವುದಿಲ್ಲ. 2030ರ ವೇಳೆಗೆ ದ್ವಿಪಕ್ಷೀಯ ವ್ಯಾಪಾರವನ್ನು 500 ಬಿಲಿಯನ್ ಡಾಲರ್‌ಗೆ ಹೆಚ್ಚಿಸುವ ಗುರಿ ಹೊಂದಲಾಗಿದೆ ಎಂದು ಗೋಯಲ್ ಹೇಳಿದರು. bbox=[526, 1677, 816, 1712]
prayagraj-photo-caption: ಉತ್ತರಪ್ರದೇಶದ ಪ್ರಯಾಗರಾಜ್ ತ್ರಿವೇಣಿ ಸಂಗಮದಲ್ಲಿ ಮಾಘ ಮೇಳ ಸಹಿತ ಮಹಾಶಿವರಾತ್ರಿಯ ದಿನ 10 ಲಕ್ಷಕ್ಕೂ ಹೆಚ್ಚು ಭಕ್ತರಿಂದ ಪುಣ್ಯಸ್ನಾನ. bbox=[491, 512, 777, 576]
useful-spend-title: ಉಪಯುಕ್ತ ವ್ಯಯ bbox=[254, 766, 351, 786]
lead-headline-line1: ಒಪ್ಪಂದಗಳು ವಿಕಸಿತ bbox=[6, 130, 390, 197]
print-registration-marks bbox=[794, 1994, 854, 2006]
shiva-headline-line1: ಶಿವನಾಮ ಸ್ಮರಣೆ bbox=[845, 392, 1207, 468]
goyal-kicker: ಕೃಷಿ, ಹೈನುಗಾರಿಕೆ ಕ್ಷೇತ್ರ ರಕ್ಷಣೆಗೆ ಒತ್ತು: ಕೇಂದ್ರ ಸಚಿವ ಗೋಯಲ್ bbox=[256, 1588, 612, 1607]
kashi-photo bbox=[1003, 724, 1265, 1040]
